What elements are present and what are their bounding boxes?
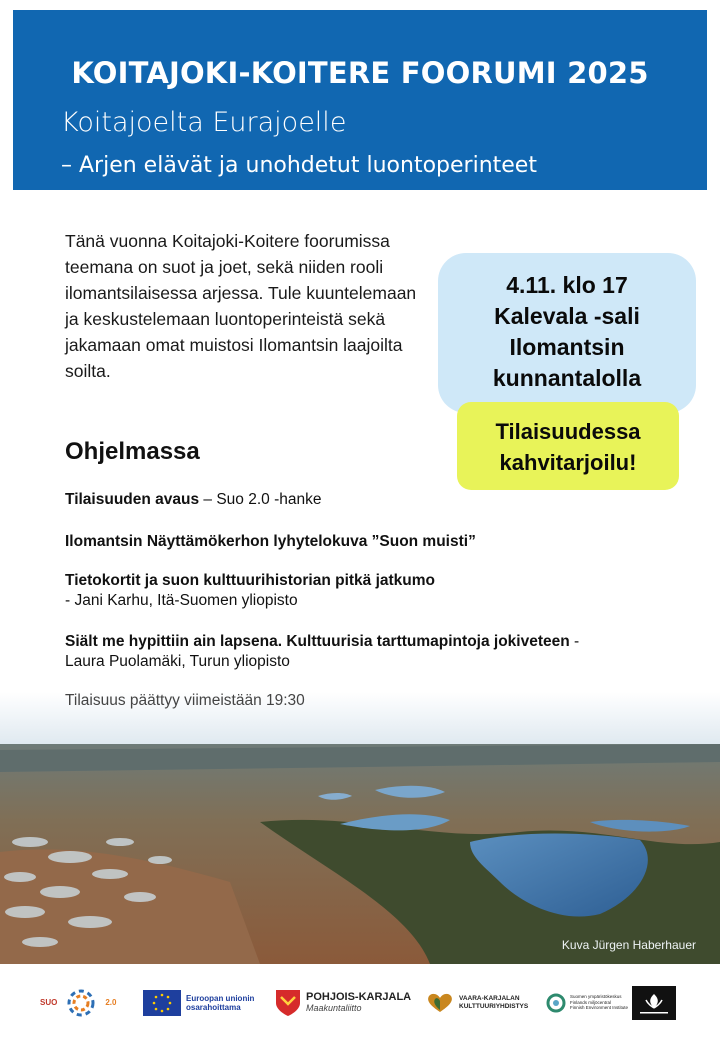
photo-credit: Kuva Jürgen Haberhauer: [561, 938, 696, 952]
program-item-detail: - Laura Puolamäki, Turun yliopisto: [65, 633, 580, 670]
sponsor-logos: [0, 975, 720, 1030]
event-title: KOITAJOKI-KOITERE FOORUMI 2025: [71, 56, 649, 90]
syke-emblem-icon: [545, 992, 567, 1014]
coat-of-arms-icon: [275, 989, 301, 1017]
header-banner: [13, 10, 707, 190]
syke-line1: Suomen ympäristökeskus: [570, 994, 622, 1000]
heart-leaf-icon: [425, 992, 455, 1014]
program-item-detail: – Suo 2.0 -hanke: [199, 491, 322, 508]
event-tagline: – Arjen elävät ja unohdetut luontoperinteet: [61, 153, 537, 178]
program-item-title: Tilaisuuden avaus: [65, 491, 200, 508]
suo-logo-left: SUO: [40, 998, 58, 1007]
coffee-line2: kahvitarjoilu!: [499, 450, 637, 475]
event-venue-town: Ilomantsin: [509, 334, 625, 360]
program-item-title: Siält me hypittiin ain lapsena. Kulttuurisia tarttumapintoja jokiveteen: [65, 633, 570, 650]
syke-logo: [545, 975, 628, 1030]
eu-flag-icon: [143, 990, 181, 1016]
program-item: [65, 490, 625, 510]
pohjois-karjala-sub: Maakuntaliitto: [306, 1003, 362, 1013]
vaara-karjala-logo: [425, 975, 528, 1030]
event-end-time: Tilaisuus päättyy viimeistään 19:30: [65, 692, 305, 709]
coffee-callout: [457, 402, 679, 490]
pohjois-karjala-logo: [275, 975, 411, 1030]
program-item: [65, 571, 625, 611]
event-subtitle: Koitajoelta Eurajoelle: [61, 107, 347, 138]
event-venue: Kalevala -sali: [494, 303, 640, 329]
suo-logo: [40, 975, 116, 1030]
university-logo: [632, 975, 676, 1030]
university-emblem-icon: [632, 986, 676, 1020]
vaara-karjala-sub: KULTTUURIYHDISTYS: [459, 1002, 529, 1010]
vaara-karjala-name: VAARA-KARJALAN: [459, 994, 520, 1002]
coffee-line1: Tilaisuudessa: [495, 419, 641, 444]
program-item-detail: - Jani Karhu, Itä-Suomen yliopisto: [65, 592, 298, 609]
suo-logo-right: 2.0: [105, 998, 117, 1007]
eu-logo: [143, 975, 256, 1030]
program-item-title: Tietokortit ja suon kulttuurihistorian pitkä jatkumo: [65, 572, 436, 589]
suo-emblem-icon: [63, 985, 99, 1021]
intro-paragraph: Tänä vuonna Koitajoki-Koitere foorumissa teemana on suot ja joet, sekä niiden rooli ilomantsilaisessa arjessa. Tule kuuntelemaan ja keskustelemaan luontoperinteistä sekä jakamaan omat muistosi Ilomantsin laajoilta soilta.: [65, 231, 417, 381]
program-item-title: Ilomantsin Näyttämökerhon lyhytelokuva ”Suon muisti”: [65, 533, 476, 550]
syke-line2: Finlands miljöcentral: [570, 999, 612, 1005]
eu-logo-text: Euroopan unionin osarahoittama: [186, 993, 255, 1012]
syke-line3: Finnish Environment Institute: [570, 1005, 629, 1011]
event-venue-building: kunnantalolla: [492, 365, 642, 391]
program-heading: Ohjelmassa: [65, 438, 200, 465]
program-item: [65, 532, 625, 552]
landscape-photo: [0, 692, 720, 964]
event-date-time: 4.11. klo 17: [506, 272, 628, 298]
event-details-box: [438, 253, 696, 413]
pohjois-karjala-name: POHJOIS-KARJALA: [306, 991, 412, 1003]
program-item: [65, 632, 605, 672]
